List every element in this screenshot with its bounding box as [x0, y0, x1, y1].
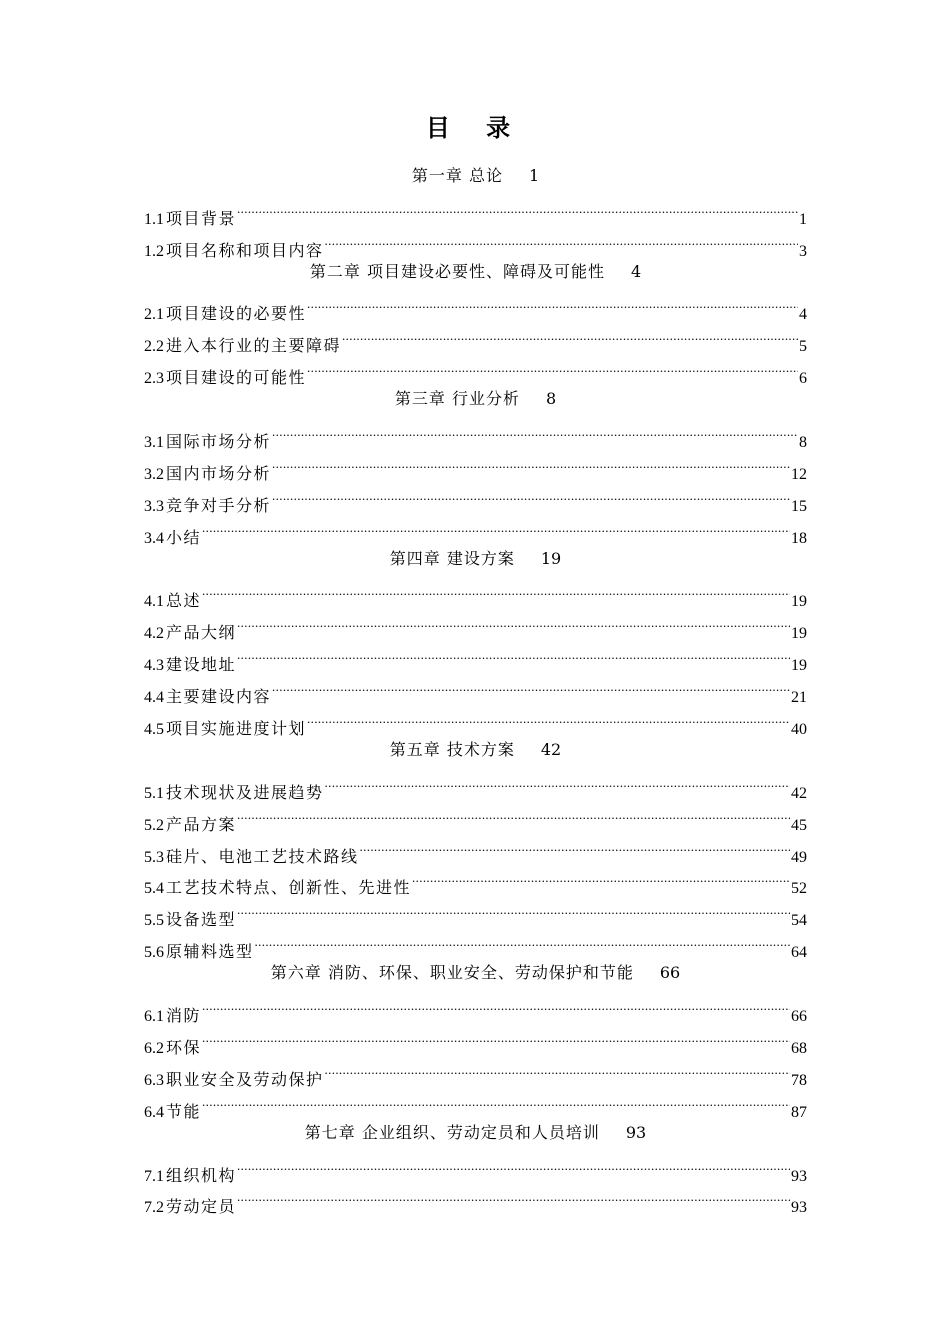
- section-page-number: 8: [799, 434, 807, 452]
- dot-leader: [412, 862, 790, 894]
- section-title: 小结: [166, 527, 202, 547]
- section-number: 2.3: [144, 370, 164, 388]
- section-number: 3.4: [144, 529, 164, 547]
- dot-leader: [307, 288, 798, 320]
- section-page-number: 19: [791, 593, 807, 611]
- chapter-label: 第七章 企业组织、劳动定员和人员培训: [304, 1122, 600, 1142]
- toc-entry[interactable]: [144, 415, 807, 452]
- section-number: 7.1: [144, 1167, 164, 1185]
- section-page-number: 21: [791, 689, 807, 707]
- section-number: 2.1: [144, 306, 164, 324]
- chapter-label: 第二章 项目建设必要性、障碍及可能性: [309, 261, 605, 281]
- section-title: 项目建设的可能性: [166, 368, 307, 388]
- section-page-number: 1: [799, 210, 807, 228]
- section-page-number: 54: [791, 912, 807, 930]
- section-title: 项目名称和项目内容: [166, 240, 324, 260]
- section-title: 国际市场分析: [166, 432, 272, 452]
- section-number: 6.4: [144, 1103, 164, 1121]
- section-title: 技术现状及进展趋势: [166, 782, 324, 802]
- section-page-number: 42: [791, 784, 807, 802]
- dot-leader: [202, 1021, 790, 1053]
- section-number: 6.2: [144, 1039, 164, 1057]
- dot-leader: [325, 224, 798, 256]
- dot-leader: [255, 925, 790, 957]
- section-number: 5.1: [144, 784, 164, 802]
- dot-leader: [237, 1181, 790, 1213]
- toc-entry[interactable]: [144, 925, 807, 962]
- section-number: 3.3: [144, 497, 164, 515]
- section-page-number: 3: [799, 242, 807, 260]
- dot-leader: [237, 606, 790, 638]
- section-page-number: 49: [791, 848, 807, 866]
- toc-entry[interactable]: [144, 288, 807, 324]
- chapter-label: 第四章 建设方案: [389, 548, 515, 568]
- section-number: 2.2: [144, 338, 164, 356]
- section-page-number: 68: [791, 1039, 807, 1057]
- section-title: 竞争对手分析: [166, 495, 272, 515]
- dot-leader: [237, 798, 790, 830]
- chapter-page-number: 1: [528, 166, 540, 185]
- dot-leader: [272, 447, 790, 479]
- section-title: 环保: [166, 1037, 202, 1057]
- dot-leader: [307, 702, 790, 734]
- section-number: 4.5: [144, 721, 164, 739]
- section-page-number: 52: [791, 880, 807, 898]
- section-title: 主要建设内容: [166, 687, 272, 707]
- table-of-contents: [144, 160, 807, 1217]
- section-number: 5.3: [144, 848, 164, 866]
- section-page-number: 64: [791, 944, 807, 962]
- section-number: 3.2: [144, 465, 164, 483]
- section-number: 7.2: [144, 1199, 164, 1217]
- dot-leader: [307, 351, 798, 383]
- section-title: 项目实施进度计划: [166, 719, 307, 739]
- toc-entry[interactable]: [144, 989, 807, 1026]
- section-number: 5.4: [144, 880, 164, 898]
- dot-leader: [237, 638, 790, 670]
- section-number: 1.2: [144, 242, 164, 260]
- section-title: 硅片、电池工艺技术路线: [166, 846, 359, 866]
- chapter-label: 第五章 技术方案: [389, 740, 515, 760]
- toc-entry[interactable]: [144, 1149, 807, 1185]
- section-page-number: 93: [791, 1167, 807, 1185]
- section-page-number: 4: [799, 306, 807, 324]
- section-title: 原辅料选型: [166, 942, 254, 962]
- toc-entry[interactable]: [144, 1181, 807, 1217]
- section-title: 项目背景: [166, 208, 237, 228]
- toc-chapter-heading[interactable]: [144, 160, 807, 192]
- toc-entry[interactable]: [144, 1021, 807, 1057]
- toc-chapter-heading[interactable]: [144, 543, 807, 575]
- section-title: 项目建设的必要性: [166, 304, 307, 324]
- section-title: 进入本行业的主要障碍: [166, 336, 342, 356]
- toc-entry[interactable]: [144, 1053, 807, 1089]
- dot-leader: [325, 1053, 790, 1085]
- section-number: 1.1: [144, 210, 164, 228]
- section-title: 总述: [166, 591, 202, 611]
- dot-leader: [202, 575, 790, 607]
- section-number: 6.1: [144, 1008, 164, 1026]
- chapter-label: 第三章 行业分析: [394, 389, 520, 409]
- dot-leader: [237, 1149, 790, 1181]
- chapter-page-number: 4: [630, 261, 642, 281]
- section-number: 4.4: [144, 689, 164, 707]
- chapter-page-number: 19: [540, 548, 562, 568]
- section-title: 职业安全及劳动保护: [166, 1069, 324, 1089]
- section-page-number: 6: [799, 370, 807, 388]
- dot-leader: [202, 1085, 790, 1117]
- toc-entry[interactable]: [144, 224, 807, 260]
- dot-leader: [272, 670, 790, 702]
- toc-entry[interactable]: [144, 575, 807, 611]
- dot-leader: [237, 893, 790, 925]
- toc-entry[interactable]: [144, 511, 807, 547]
- toc-entry[interactable]: [144, 670, 807, 707]
- dot-leader: [342, 319, 798, 351]
- section-page-number: 87: [791, 1103, 807, 1121]
- section-number: 5.5: [144, 912, 164, 930]
- section-title: 节能: [166, 1101, 202, 1121]
- section-title: 设备选型: [166, 910, 237, 930]
- toc-entry[interactable]: [144, 893, 807, 930]
- toc-entry[interactable]: [144, 192, 807, 228]
- section-title: 劳动定员: [166, 1197, 237, 1217]
- section-page-number: 19: [791, 625, 807, 643]
- page-title: 目 录: [425, 113, 525, 142]
- chapter-page-number: 8: [545, 389, 557, 409]
- toc-entry[interactable]: [144, 606, 807, 643]
- section-number: 4.3: [144, 657, 164, 675]
- section-number: 6.3: [144, 1071, 164, 1089]
- section-page-number: 19: [791, 657, 807, 675]
- section-page-number: 93: [791, 1199, 807, 1217]
- chapter-page-number: 66: [659, 963, 681, 983]
- chapter-page-number: 93: [625, 1122, 647, 1142]
- section-title: 消防: [166, 1006, 202, 1026]
- section-number: 4.1: [144, 593, 164, 611]
- toc-entry[interactable]: [144, 1085, 807, 1121]
- section-title: 工艺技术特点、创新性、先进性: [166, 878, 412, 898]
- chapter-page-number: 42: [540, 740, 562, 760]
- chapter-label: 第一章 总论: [411, 166, 503, 185]
- section-title: 组织机构: [166, 1165, 237, 1185]
- section-page-number: 18: [791, 529, 807, 547]
- dot-leader: [202, 511, 790, 543]
- dot-leader: [325, 766, 790, 798]
- section-number: 3.1: [144, 434, 164, 452]
- toc-entry[interactable]: [144, 798, 807, 834]
- section-page-number: 78: [791, 1071, 807, 1089]
- dot-leader: [272, 415, 798, 447]
- section-number: 4.2: [144, 625, 164, 643]
- section-title: 国内市场分析: [166, 463, 272, 483]
- section-page-number: 15: [791, 497, 807, 515]
- dot-leader: [272, 479, 790, 511]
- dot-leader: [237, 192, 798, 224]
- toc-entry[interactable]: [144, 830, 807, 866]
- dot-leader: [202, 989, 790, 1021]
- chapter-label: 第六章 消防、环保、职业安全、劳动保护和节能: [270, 963, 634, 983]
- toc-chapter-heading[interactable]: [144, 1117, 807, 1149]
- section-page-number: 5: [799, 338, 807, 356]
- section-title: 建设地址: [166, 655, 237, 675]
- section-title: 产品方案: [166, 814, 237, 834]
- section-page-number: 66: [791, 1008, 807, 1026]
- toc-entry[interactable]: [144, 766, 807, 802]
- section-number: 5.2: [144, 816, 164, 834]
- section-page-number: 12: [791, 465, 807, 483]
- section-page-number: 40: [791, 721, 807, 739]
- section-title: 产品大纲: [166, 623, 237, 643]
- toc-entry[interactable]: [144, 638, 807, 675]
- dot-leader: [360, 830, 790, 862]
- section-page-number: 45: [791, 816, 807, 834]
- section-number: 5.6: [144, 944, 164, 962]
